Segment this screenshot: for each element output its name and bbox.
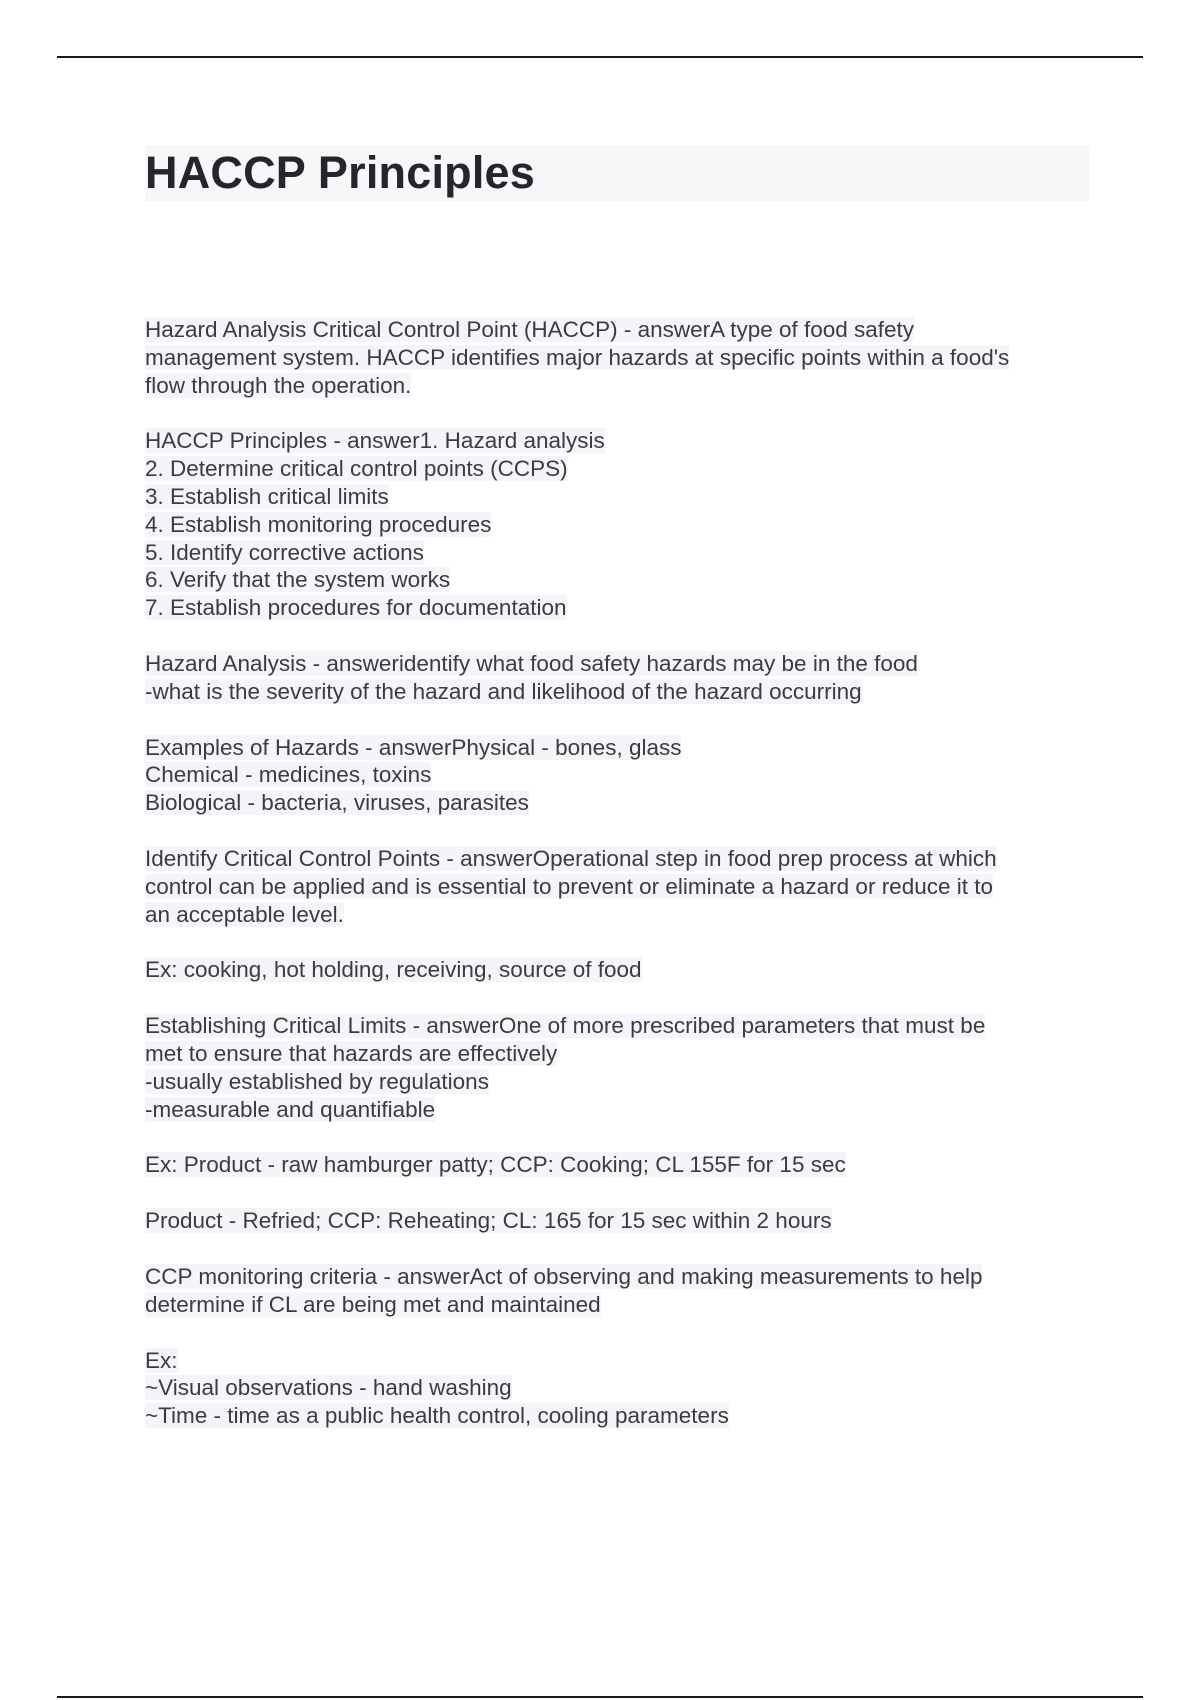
qa-line-text: flow through the operation.: [145, 372, 412, 398]
qa-line-text: Ex:: [145, 1347, 178, 1373]
qa-entry: [145, 956, 1089, 984]
qa-line-text: Identify Critical Control Points - answerOperational step in food prep process at which: [145, 845, 997, 871]
qa-line-text: -usually established by regulations: [145, 1068, 489, 1094]
qa-entry: [145, 1263, 1089, 1319]
qa-line: [145, 761, 1089, 789]
qa-line-text: met to ensure that hazards are effectively: [145, 1040, 558, 1066]
qa-line: [145, 1068, 1089, 1096]
qa-line: [145, 678, 1089, 706]
qa-line-text: CCP monitoring criteria - answerAct of observing and making measurements to help: [145, 1263, 983, 1289]
qa-line: [145, 873, 1089, 901]
document-body: [145, 145, 1089, 1458]
qa-line-text: control can be applied and is essential to prevent or eliminate a hazard or reduce it to: [145, 873, 994, 899]
qa-entry: [145, 1207, 1089, 1235]
qa-line-text: determine if CL are being met and maintained: [145, 1291, 601, 1317]
qa-line-text: -what is the severity of the hazard and likelihood of the hazard occurring: [145, 678, 862, 704]
qa-entry: [145, 845, 1089, 928]
qa-entry: [145, 734, 1089, 817]
qa-line: [145, 483, 1089, 511]
qa-line-text: ~Time - time as a public health control, cooling parameters: [145, 1403, 729, 1429]
qa-line-text: Biological - bacteria, viruses, parasites: [145, 790, 529, 816]
qa-line: [145, 1347, 1089, 1375]
qa-line: [145, 789, 1089, 817]
qa-line: [145, 1374, 1089, 1402]
qa-entry: [145, 1347, 1089, 1430]
qa-line: [145, 1263, 1089, 1291]
qa-list: [145, 316, 1089, 1430]
qa-line-text: ~Visual observations - hand washing: [145, 1375, 512, 1401]
page-title: HACCP Principles: [145, 147, 535, 198]
qa-line: [145, 566, 1089, 594]
title-band: [145, 145, 1089, 201]
qa-line-text: Examples of Hazards - answerPhysical - bones, glass: [145, 734, 682, 760]
qa-line-text: Ex: cooking, hot holding, receiving, source of food: [145, 957, 642, 983]
qa-line: [145, 1040, 1089, 1068]
qa-line-text: 4. Establish monitoring procedures: [145, 511, 492, 537]
qa-line-text: 5. Identify corrective actions: [145, 539, 424, 565]
qa-entry: [145, 316, 1089, 399]
qa-line: [145, 316, 1089, 344]
qa-line: [145, 372, 1089, 400]
bottom-divider: [57, 1696, 1143, 1698]
qa-line-text: 2. Determine critical control points (CCPS): [145, 456, 568, 482]
qa-line: [145, 594, 1089, 622]
qa-line: [145, 427, 1089, 455]
qa-line-text: Establishing Critical Limits - answerOne of more prescribed parameters that must be: [145, 1013, 986, 1039]
qa-line: [145, 956, 1089, 984]
qa-line: [145, 455, 1089, 483]
qa-line: [145, 1291, 1089, 1319]
qa-line-text: -measurable and quantifiable: [145, 1096, 436, 1122]
top-divider: [57, 56, 1143, 58]
qa-line-text: Chemical - medicines, toxins: [145, 762, 432, 788]
qa-line: [145, 734, 1089, 762]
qa-entry: [145, 650, 1089, 706]
qa-line: [145, 511, 1089, 539]
qa-line-text: HACCP Principles - answer1. Hazard analysis: [145, 428, 605, 454]
qa-line-text: 6. Verify that the system works: [145, 567, 451, 593]
qa-line: [145, 901, 1089, 929]
qa-line-text: 3. Establish critical limits: [145, 483, 389, 509]
qa-line: [145, 344, 1089, 372]
qa-line: [145, 1402, 1089, 1430]
qa-line-text: Hazard Analysis Critical Control Point (HACCP) - answerA type of food safety: [145, 317, 915, 342]
qa-line: [145, 1207, 1089, 1235]
qa-line-text: Product - Refried; CCP: Reheating; CL: 165 for 15 sec within 2 hours: [145, 1208, 832, 1234]
qa-line-text: 7. Establish procedures for documentation: [145, 595, 567, 621]
qa-entry: [145, 1151, 1089, 1179]
qa-line: [145, 845, 1089, 873]
qa-line: [145, 1096, 1089, 1124]
qa-line-text: management system. HACCP identifies major hazards at specific points within a food's: [145, 344, 1010, 370]
qa-line: [145, 1012, 1089, 1040]
qa-line: [145, 1151, 1089, 1179]
qa-line: [145, 539, 1089, 567]
qa-line-text: Hazard Analysis - answeridentify what food safety hazards may be in the food: [145, 650, 918, 676]
qa-entry: [145, 1012, 1089, 1123]
qa-line-text: Ex: Product - raw hamburger patty; CCP: Cooking; CL 155F for 15 sec: [145, 1152, 846, 1178]
qa-entry: [145, 427, 1089, 622]
qa-line: [145, 650, 1089, 678]
qa-line-text: an acceptable level.: [145, 901, 344, 927]
